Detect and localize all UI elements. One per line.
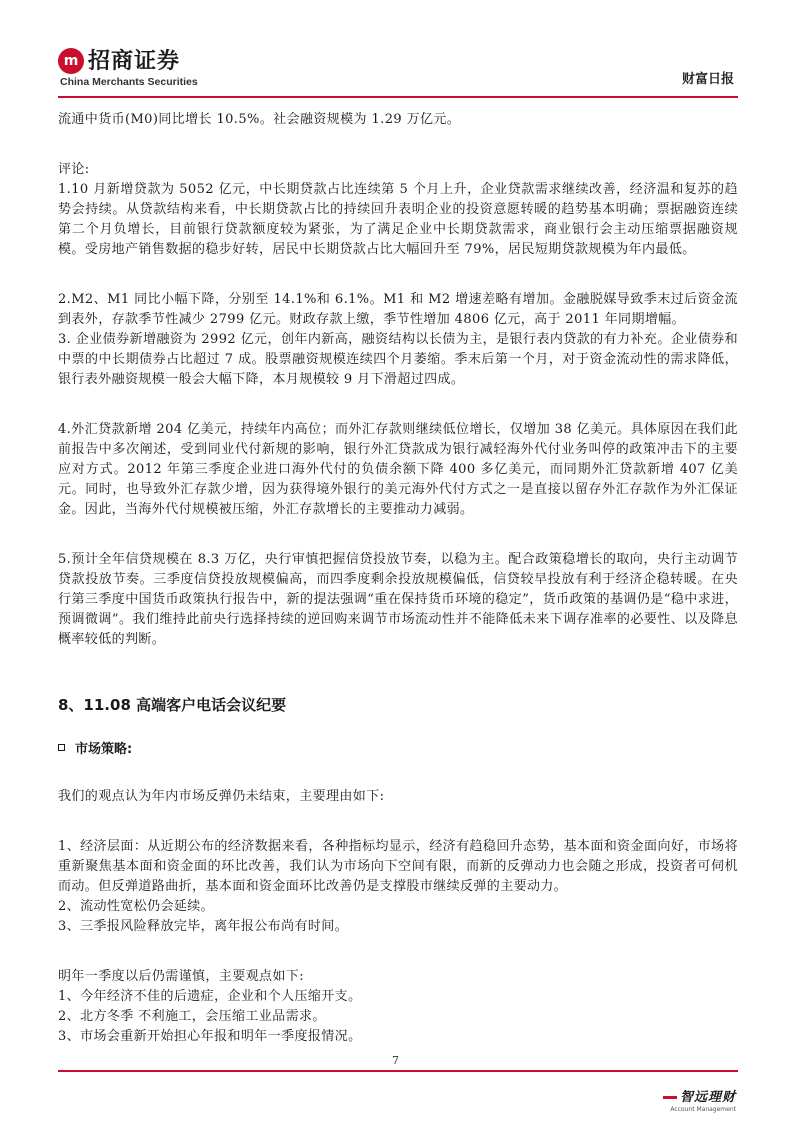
header-divider	[58, 96, 738, 98]
comment-paragraph-1: 1.10 月新增贷款为 5052 亿元，中长期贷款占比连续第 5 个月上升，企业贷款需求继续改善，经济温和复苏的趋势会持续。从贷款结构来看，中长期贷款占比的持续回升表明企业的投资意愿转暖的趋势基本明确；票据融资连续第二个月负增长，目前银行贷款额度较为紧张，为了满足企业中长期贷款需求，商业银行会主动压缩票据融资规模。受房地产销售数据的稳步好转，居民中长期贷款占比大幅回升至 79%，居民短期贷款规模为年内最低。	[58, 182, 738, 257]
report-title: 财富日报	[681, 72, 734, 87]
meeting-summary	[58, 738, 738, 1047]
comment-paragraph-2: 2.M2、M1 同比小幅下降，分别至 14.1%和 6.1%。M1 和 M2 增速差略有增加。金融脱媒导致季末过后资金流到表外，存款季节性减少 2799 亿元。财政存款上缴，季节性增加 4806 亿元，高于 2011 年同期增幅。	[58, 292, 738, 327]
comment-paragraph-3: 3. 企业债券新增融资为 2992 亿元，创年内新高，融资结构以长债为主，是银行表内贷款的有力补充。企业债券和中票的中长期债券占比超过 7 成。股票融资规模连续四个月萎缩。季末后第一个月，对于资金流动性的需求降低，银行表外融资规模一般会大幅下降，本月规模较 9 月下滑超过四成。	[58, 332, 738, 387]
company-name-cn: 招商证券	[88, 49, 181, 74]
intro-paragraph: 流通中货币(M0)同比增长 10.5%。社会融资规模为 1.29 万亿元。	[58, 112, 461, 127]
page-header	[0, 0, 794, 100]
brand-bar-icon	[663, 1096, 677, 1099]
square-bullet-icon	[58, 744, 65, 751]
section-heading: 8、11.08 高端客户电话会议纪要	[58, 696, 287, 714]
comment-label: 评论:	[58, 162, 90, 177]
footer-brand-name: 智远理财	[663, 1086, 736, 1105]
footer-brand	[663, 1086, 736, 1113]
comment-paragraph-4: 4.外汇贷款新增 204 亿美元，持续年内高位；而外汇存款则继续低位增长，仅增加 38 亿美元。具体原因在我们此前报告中多次阐述，受到同业代付新规的影响，银行外汇贷款成为银行减轻海外代付业务叫停的政策冲击下的主要应对方式。2012 年第三季度企业进口海外代付的负债余额下降 400 多亿美元，而同期外汇贷款新增 407 亿美元。同时，也导致外汇存款少增，因为获得境外银行的美元海外代付方式之一是直接以留存外汇存款作为外汇保证金。因此，当海外代付规模被压缩，外汇存款增长的主要推动力减弱。	[58, 422, 738, 517]
reason-3: 3、三季报风险释放完毕，离年报公布尚有时间。	[58, 919, 349, 934]
caution-1: 1、今年经济不佳的后遗症，企业和个人压缩开支。	[58, 989, 362, 1004]
page-number: 7	[392, 1054, 399, 1067]
caution-2: 2、北方冬季 不利施工，会压缩工业品需求。	[58, 1009, 326, 1024]
caution-3: 3、市场会重新开始担心年报和明年一季度报情况。	[58, 1029, 362, 1044]
article-body	[58, 110, 738, 650]
comment-paragraph-5: 5.预计全年信贷规模在 8.3 万亿，央行审慎把握信贷投放节奏，以稳为主。配合政策稳增长的取向，央行主动调节贷款投放节奏。三季度信贷投放规模偏高，而四季度剩余投放规模偏低，信贷较早投放有利于经济企稳转暖。在央行第三季度中国货币政策执行报告中，新的提法强调“重在保持货币环境的稳定”，货币政策的基调仍是“稳中求进，预调微调”。我们维持此前央行选择持续的逆回购来调节市场流动性并不能降低未来下调存准率的必要性、以及降息概率较低的判断。	[58, 552, 738, 647]
footer-brand-tagline: Account Management	[670, 1106, 736, 1113]
market-view: 我们的观点认为年内市场反弹仍未结束，主要理由如下:	[58, 789, 385, 804]
strategy-label: 市场策略:	[75, 742, 133, 757]
cms-logo-icon: m	[58, 48, 84, 74]
company-name-en: China Merchants Securities	[60, 76, 198, 88]
reason-1: 1、经济层面：从近期公布的经济数据来看，各种指标均显示，经济有趋稳回升态势，基本面和资金面向好，市场将重新聚焦基本面和资金面的环比改善，我们认为市场向下空间有限，而新的反弹动力也会随之形成，投资者可伺机而动。但反弹道路曲折，基本面和资金面环比改善仍是支撑股市继续反弹的主要动力。	[58, 839, 738, 894]
reason-2: 2、流动性宽松仍会延续。	[58, 899, 215, 914]
strategy-heading	[58, 738, 738, 757]
caution-intro: 明年一季度以后仍需谨慎，主要观点如下:	[58, 969, 304, 984]
footer-divider	[58, 1070, 738, 1072]
